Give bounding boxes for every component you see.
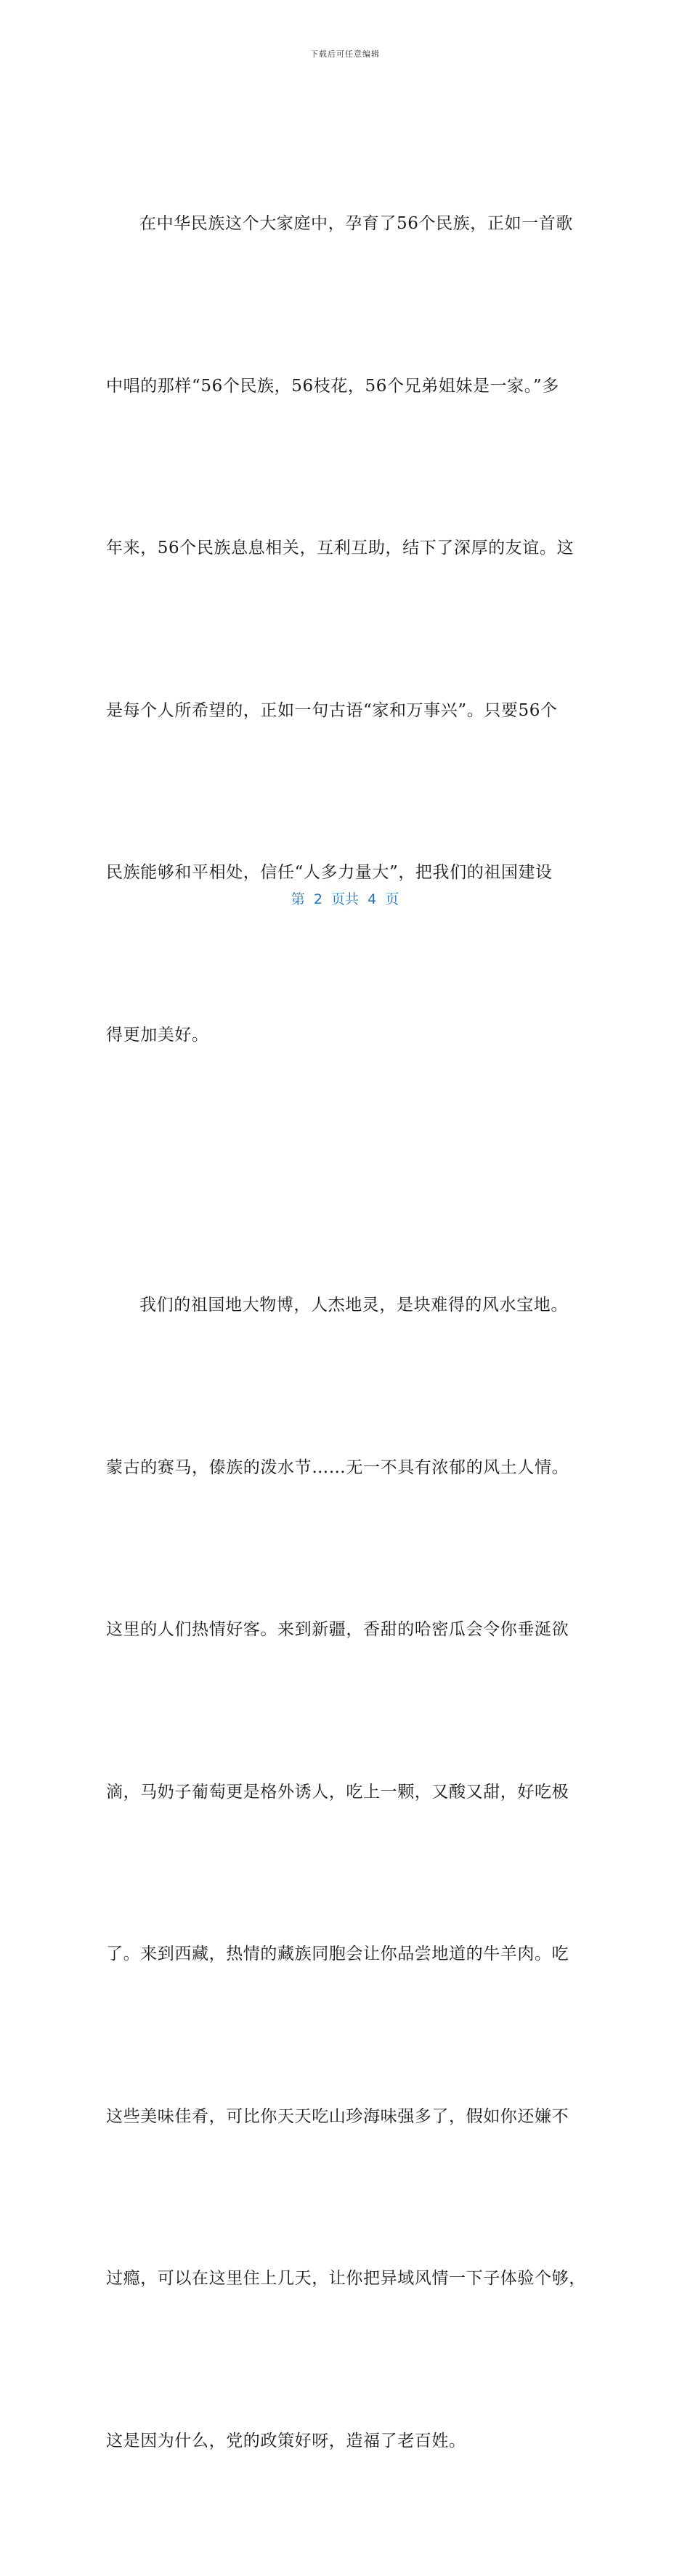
text-line: 民族能够和平相处，信任“人多力量大”，把我们的祖国建设: [106, 863, 553, 882]
text-line: 我们的祖国地大物博，人杰地灵，是块难得的风水宝地。: [139, 1296, 568, 1314]
paragraph-2: [106, 1170, 585, 2576]
text-line: 了。来到西藏，热情的藏族同胞会让你品尝地道的牛羊肉。吃: [106, 1945, 569, 1963]
text-line: 过瘾，可以在这里住上几天，让你把异域风情一下子体验个够，: [106, 2269, 586, 2288]
text-line: 蒙古的赛马，傣族的泼水节……无一不具有浓郁的风土人情。: [106, 1457, 569, 1477]
text-line: 这是因为什么，党的政策好呀，造福了老百姓。: [106, 2431, 466, 2450]
page-number-footer: 第 2 页共 4 页: [291, 891, 399, 907]
text-line: 这些美味佳肴，可比你天天吃山珍海味强多了，假如你还嫌不: [106, 2106, 569, 2126]
text-line: 得更加美好。: [106, 1025, 209, 1044]
text-line: 在中华民族这个大家庭中，孕育了56个民族，正如一首歌: [139, 214, 573, 233]
text-line: 这里的人们热情好客。来到新疆，香甜的哈密瓜会令你垂涎欲: [106, 1620, 569, 1639]
text-line: 滴，马奶子葡萄更是格外诱人，吃上一颗，又酸又甜，好吃极: [106, 1782, 569, 1802]
page-header-note: 下载后可任意编辑: [310, 49, 380, 59]
paragraph-1: [106, 89, 585, 1170]
text-line: 年来，56个民族息息相关，互利互助，结下了深厚的友谊。这: [106, 539, 575, 557]
text-line: 是每个人所希望的，正如一句古语“家和万事兴”。只要56个: [106, 700, 558, 720]
text-line: 中唱的那样“56个民族，56枝花，56个兄弟姐妹是一家。”多: [106, 376, 559, 396]
document-body: [106, 89, 585, 2576]
